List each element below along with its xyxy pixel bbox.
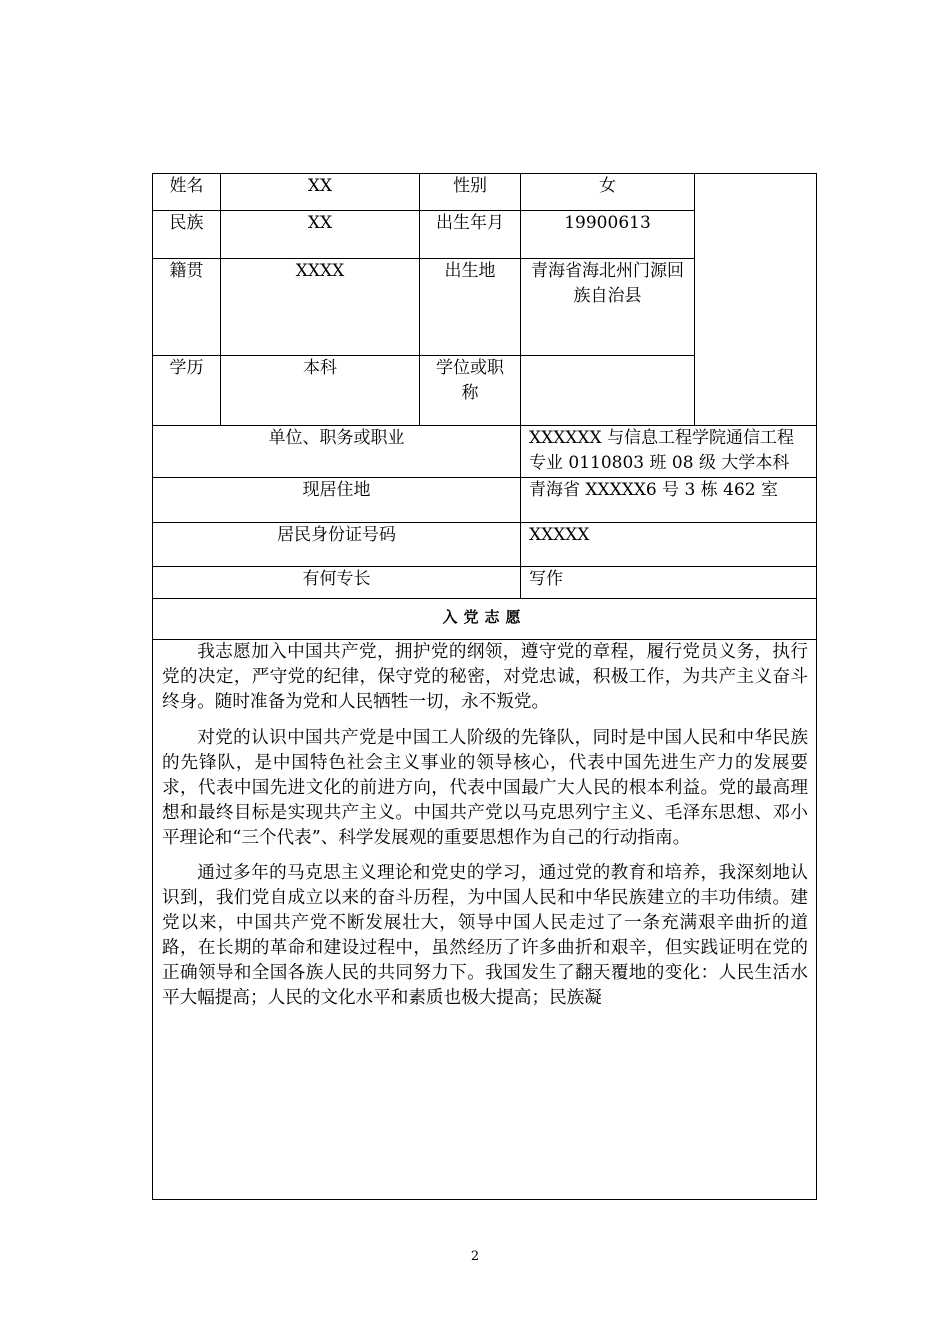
work-label: 单位、职务或职业: [153, 426, 521, 478]
birth-date-value: 19900613: [521, 211, 695, 259]
birth-date-label: 出生年月: [420, 211, 521, 259]
ethnicity-value: XX: [221, 211, 420, 259]
education-label: 学历: [153, 356, 221, 426]
ethnicity-label: 民族: [153, 211, 221, 259]
specialty-label: 有何专长: [153, 567, 521, 599]
essay-paragraph: 通过多年的马克思主义理论和党史的学习，通过党的教育和培养，我深刻地认识到，我们党自成立以来的奋斗历程，为中国人民和中华民族建立的丰功伟绩。建党以来，中国共产党不断发展壮大，领导中国人民走过了一条充满艰辛曲折的道路，在长期的革命和建设过程中，虽然经历了许多曲折和艰辛，但实践证明在党的正确领导和全国各族人民的共同努力下。我国发生了翻天覆地的变化：人民生活水平大幅提高；人民的文化水平和素质也极大提高；民族凝: [162, 863, 808, 1008]
essay-paragraph: 我志愿加入中国共产党，拥护党的纲领，遵守党的章程，履行党员义务，执行党的决定，严守党的纪律，保守党的秘密，对党忠诚，积极工作，为共产主义奋斗终身。随时准备为党和人民牺牲一切，永不叛党。: [162, 642, 808, 712]
native-place-label: 籍贯: [153, 259, 221, 356]
degree-label: 学位或职称: [420, 356, 521, 426]
education-value: 本科: [221, 356, 420, 426]
name-label: 姓名: [153, 174, 221, 211]
id-number-value: XXXXX: [521, 523, 817, 567]
address-value: 青海省 XXXXX6 号 3 栋 462 室: [521, 478, 817, 523]
work-value: XXXXXX 与信息工程学院通信工程专业 0110803 班 08 级 大学本科: [521, 426, 817, 478]
essay-paragraph: 对党的认识中国共产党是中国工人阶级的先锋队，同时是中国人民和中华民族的先锋队，是中国特色社会主义事业的领导核心，代表中国先进生产力的发展要求，代表中国先进文化的前进方向，代表中国最广大人民的根本利益。党的最高理想和最终目标是实现共产主义。中国共产党以马克思列宁主义、毛泽东思想、邓小平理论和“三个代表”、科学发展观的重要思想作为自己的行动指南。: [162, 727, 808, 848]
gender-label: 性别: [420, 174, 521, 211]
degree-value: [521, 356, 695, 426]
birthplace-label: 出生地: [420, 259, 521, 356]
native-place-value: XXXX: [221, 259, 420, 356]
gender-value: 女: [521, 174, 695, 211]
application-form-table: [152, 173, 817, 1200]
specialty-value: 写作: [521, 567, 817, 599]
name-value: XX: [221, 174, 420, 211]
page-number: 2: [470, 1249, 480, 1264]
application-heading: 入党志愿: [153, 599, 817, 640]
photo-box: [695, 174, 817, 426]
id-number-label: 居民身份证号码: [153, 523, 521, 567]
birthplace-value: 青海省海北州门源回族自治县: [521, 259, 695, 356]
application-essay: [153, 640, 817, 1200]
address-label: 现居住地: [153, 478, 521, 523]
